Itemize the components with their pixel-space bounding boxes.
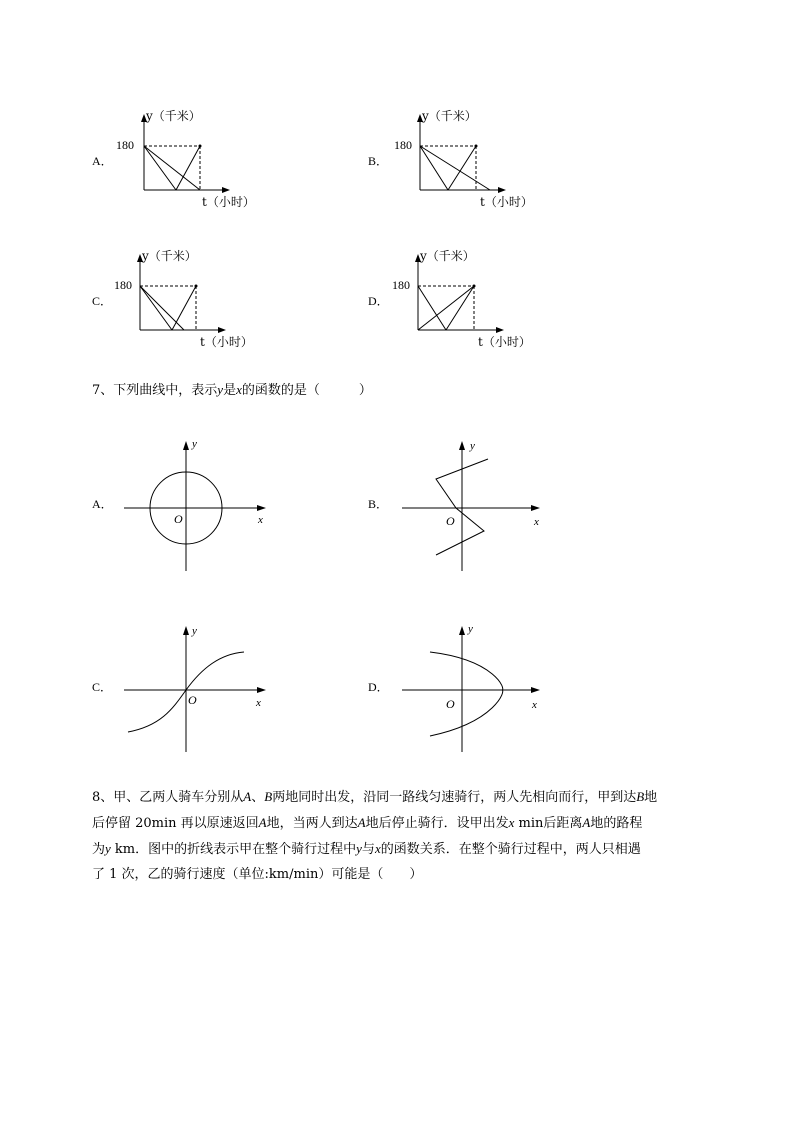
option-label: D． bbox=[368, 680, 389, 694]
y-axis-label: y（千米） bbox=[142, 249, 197, 263]
graph-s-curve bbox=[90, 620, 290, 760]
value-180-label: 180 bbox=[114, 278, 132, 292]
value-180-label: 180 bbox=[392, 278, 410, 292]
q6-option-a bbox=[90, 100, 290, 215]
origin-label: O bbox=[446, 697, 455, 711]
q6-option-b bbox=[366, 100, 566, 215]
y-axis-label: y（千米） bbox=[146, 109, 201, 123]
graph-zigzag bbox=[366, 435, 566, 580]
q8-text: 了 1 次，乙的骑行速度（单位:km/min）可能是（ ） bbox=[92, 867, 423, 882]
graph-b bbox=[366, 100, 566, 215]
q7-option-c bbox=[90, 620, 290, 760]
q8-line-4 bbox=[92, 862, 422, 888]
var-y: y bbox=[356, 841, 362, 856]
option-label: B． bbox=[368, 154, 389, 168]
var-b: B bbox=[636, 789, 645, 804]
graph-circle bbox=[90, 435, 290, 580]
q8-text: 的函数关系．在整个骑行过程中，两人只相遇 bbox=[380, 842, 641, 857]
q8-text: 两地同时出发，沿同一路线匀速骑行，两人先相向而行，甲到达 bbox=[272, 790, 637, 805]
option-label: A． bbox=[92, 154, 113, 168]
y-axis-label: y bbox=[470, 440, 475, 452]
y-axis-label: y（千米） bbox=[420, 249, 475, 263]
q8-text: 地 bbox=[644, 790, 658, 805]
value-180-label: 180 bbox=[394, 138, 412, 152]
q7-option-a bbox=[90, 435, 290, 580]
t-axis-label: t（小时） bbox=[480, 195, 533, 209]
origin-label: O bbox=[188, 693, 197, 707]
q8-text: 后停留 20min 再以原速返回 bbox=[92, 816, 259, 831]
question-number: 7、 bbox=[92, 383, 114, 398]
q8-text: 地后停止骑行．设甲出发 bbox=[365, 816, 509, 831]
origin-label: O bbox=[446, 514, 455, 528]
q8-text: 地，当两人到达 bbox=[266, 816, 358, 831]
y-axis-label: y（千米） bbox=[422, 109, 477, 123]
q8-line-2 bbox=[92, 810, 642, 837]
var-a: A bbox=[357, 815, 366, 830]
q8-text: 8、甲、乙两人骑车分别从 bbox=[92, 790, 244, 805]
var-a: A bbox=[582, 815, 591, 830]
var-a: A bbox=[243, 789, 252, 804]
q6-option-c bbox=[90, 240, 290, 355]
q8-text: km．图中的折线表示甲在整个骑行过程中 bbox=[110, 842, 357, 857]
t-axis-label: t（小时） bbox=[478, 335, 531, 349]
y-axis-label: y bbox=[192, 438, 197, 450]
option-label: C． bbox=[92, 294, 113, 308]
option-label: B． bbox=[368, 497, 389, 511]
x-axis-label: x bbox=[534, 516, 539, 528]
var-x: x bbox=[236, 382, 242, 397]
x-axis-label: x bbox=[532, 699, 537, 711]
graph-a bbox=[90, 100, 290, 215]
var-y: y bbox=[105, 841, 111, 856]
q8-line-3 bbox=[92, 836, 641, 863]
x-axis-label: x bbox=[256, 697, 261, 709]
y-axis-label: y bbox=[192, 625, 197, 637]
var-x: x bbox=[508, 815, 515, 830]
q8-line-1 bbox=[92, 784, 657, 811]
graph-d bbox=[366, 240, 566, 355]
stem-text: 下列曲线中，表示 bbox=[113, 383, 218, 398]
q8-text: 为 bbox=[92, 842, 106, 857]
t-axis-label: t（小时） bbox=[200, 335, 253, 349]
var-a: A bbox=[258, 815, 267, 830]
q7-option-b bbox=[366, 435, 566, 580]
graph-c bbox=[90, 240, 290, 355]
var-y: y bbox=[217, 382, 224, 397]
q8-text: 、 bbox=[251, 790, 265, 805]
option-label: C． bbox=[92, 680, 113, 694]
t-axis-label: t（小时） bbox=[202, 195, 255, 209]
q8-text: 与 bbox=[361, 842, 375, 857]
q8-text: min后距离 bbox=[514, 816, 583, 831]
var-b: B bbox=[264, 789, 273, 804]
x-axis-label: x bbox=[258, 514, 263, 526]
q8-text: 地的路程 bbox=[590, 816, 643, 831]
q6-option-d bbox=[366, 240, 566, 355]
graph-parabola bbox=[366, 620, 566, 760]
option-label: D． bbox=[368, 294, 389, 308]
stem-text: 的函数的是（ ） bbox=[241, 383, 372, 398]
option-label: A． bbox=[92, 497, 113, 511]
q7-stem bbox=[92, 377, 372, 404]
stem-text: 是 bbox=[223, 383, 237, 398]
y-axis-label: y bbox=[468, 623, 473, 635]
q7-option-d bbox=[366, 620, 566, 760]
origin-label: O bbox=[174, 512, 183, 526]
var-x: x bbox=[374, 841, 381, 856]
value-180-label: 180 bbox=[116, 138, 134, 152]
